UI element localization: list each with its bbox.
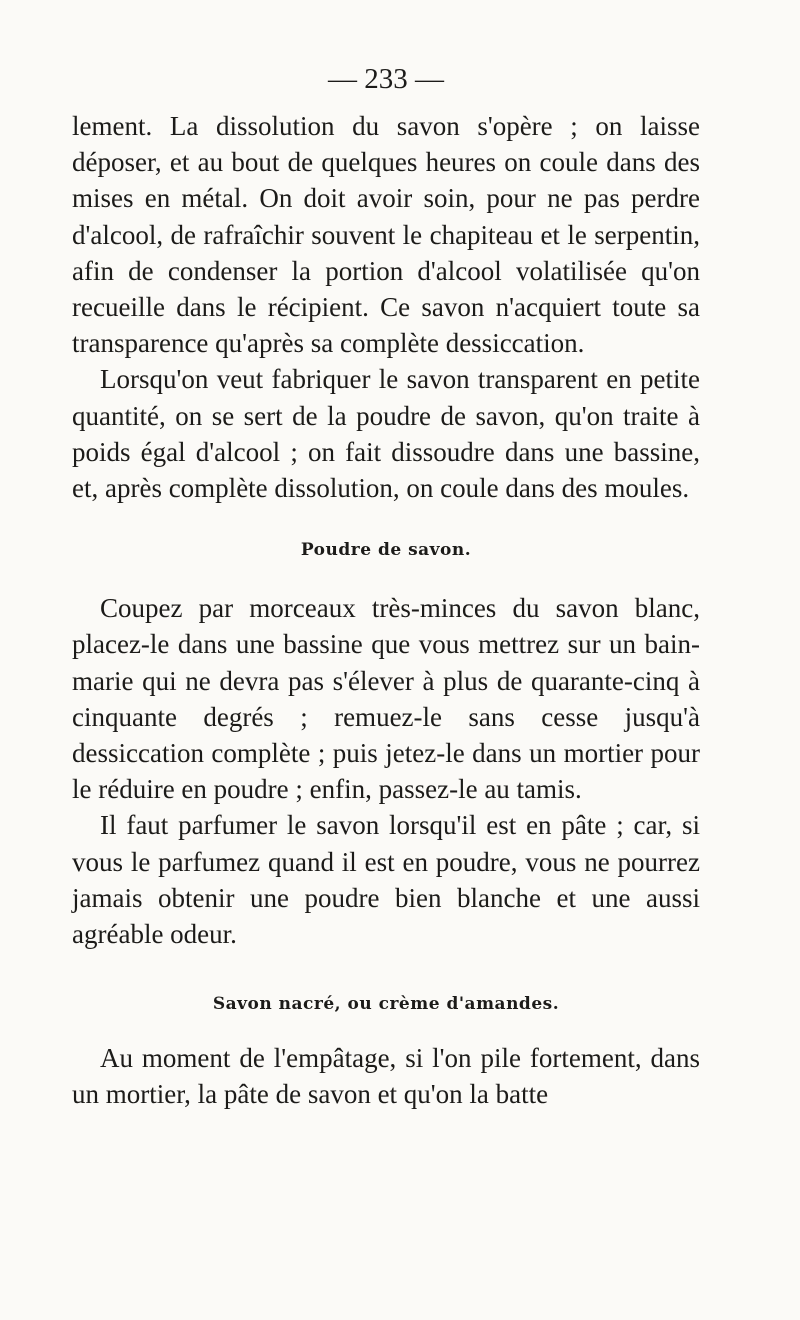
section-heading-poudre-de-savon: Poudre de savon. xyxy=(300,540,472,561)
page-number: — 233 — xyxy=(328,63,444,95)
paragraph-poudre-instructions: Coupez par morceaux très-minces du savon blanc, placez-le dans une bassine que vous mettrez sur un bain-marie qui ne devra pas s'élever à plus de quarante-cinq à cinquante degrés ; remuez-le sans cesse jusqu'à dessiccation complète ; puis jetez-le dans un mortier pour le réduire en poudre ; enfin, passez-le au tamis. xyxy=(72,593,700,805)
book-page xyxy=(72,62,700,1113)
paragraph-poudre-parfum: Il faut parfumer le savon lorsqu'il est en pâte ; car, si vous le parfumez quand il est en poudre, vous ne pourrez jamais obtenir une poudre bien blanche et une aussi agréable odeur. xyxy=(72,810,700,950)
paragraph-continuation: lement. La dissolution du savon s'opère ; on laisse déposer, et au bout de quelques heures on coule dans des mises en métal. On doit avoir soin, pour ne pas perdre d'alcool, de rafraîchir souvent le chapiteau et le serpentin, afin de condenser la portion d'alcool volatilisée qu'on recueille dans le récipient. Ce savon n'acquiert toute sa transparence qu'après sa complète dessiccation. xyxy=(72,111,700,359)
paragraph-transparent-soap: Lorsqu'on veut fabriquer le savon transparent en petite quantité, on se sert de la poudre de savon, qu'on traite à poids égal d'alcool ; on fait dissoudre dans une bassine, et, après complète dissolution, on coule dans des moules. xyxy=(72,364,700,504)
paragraph-savon-nacre: Au moment de l'empâtage, si l'on pile fortement, dans un mortier, la pâte de savon et qu'on la batte xyxy=(72,1043,700,1110)
section-heading-savon-nacre: Savon nacré, ou crème d'amandes. xyxy=(212,994,560,1015)
